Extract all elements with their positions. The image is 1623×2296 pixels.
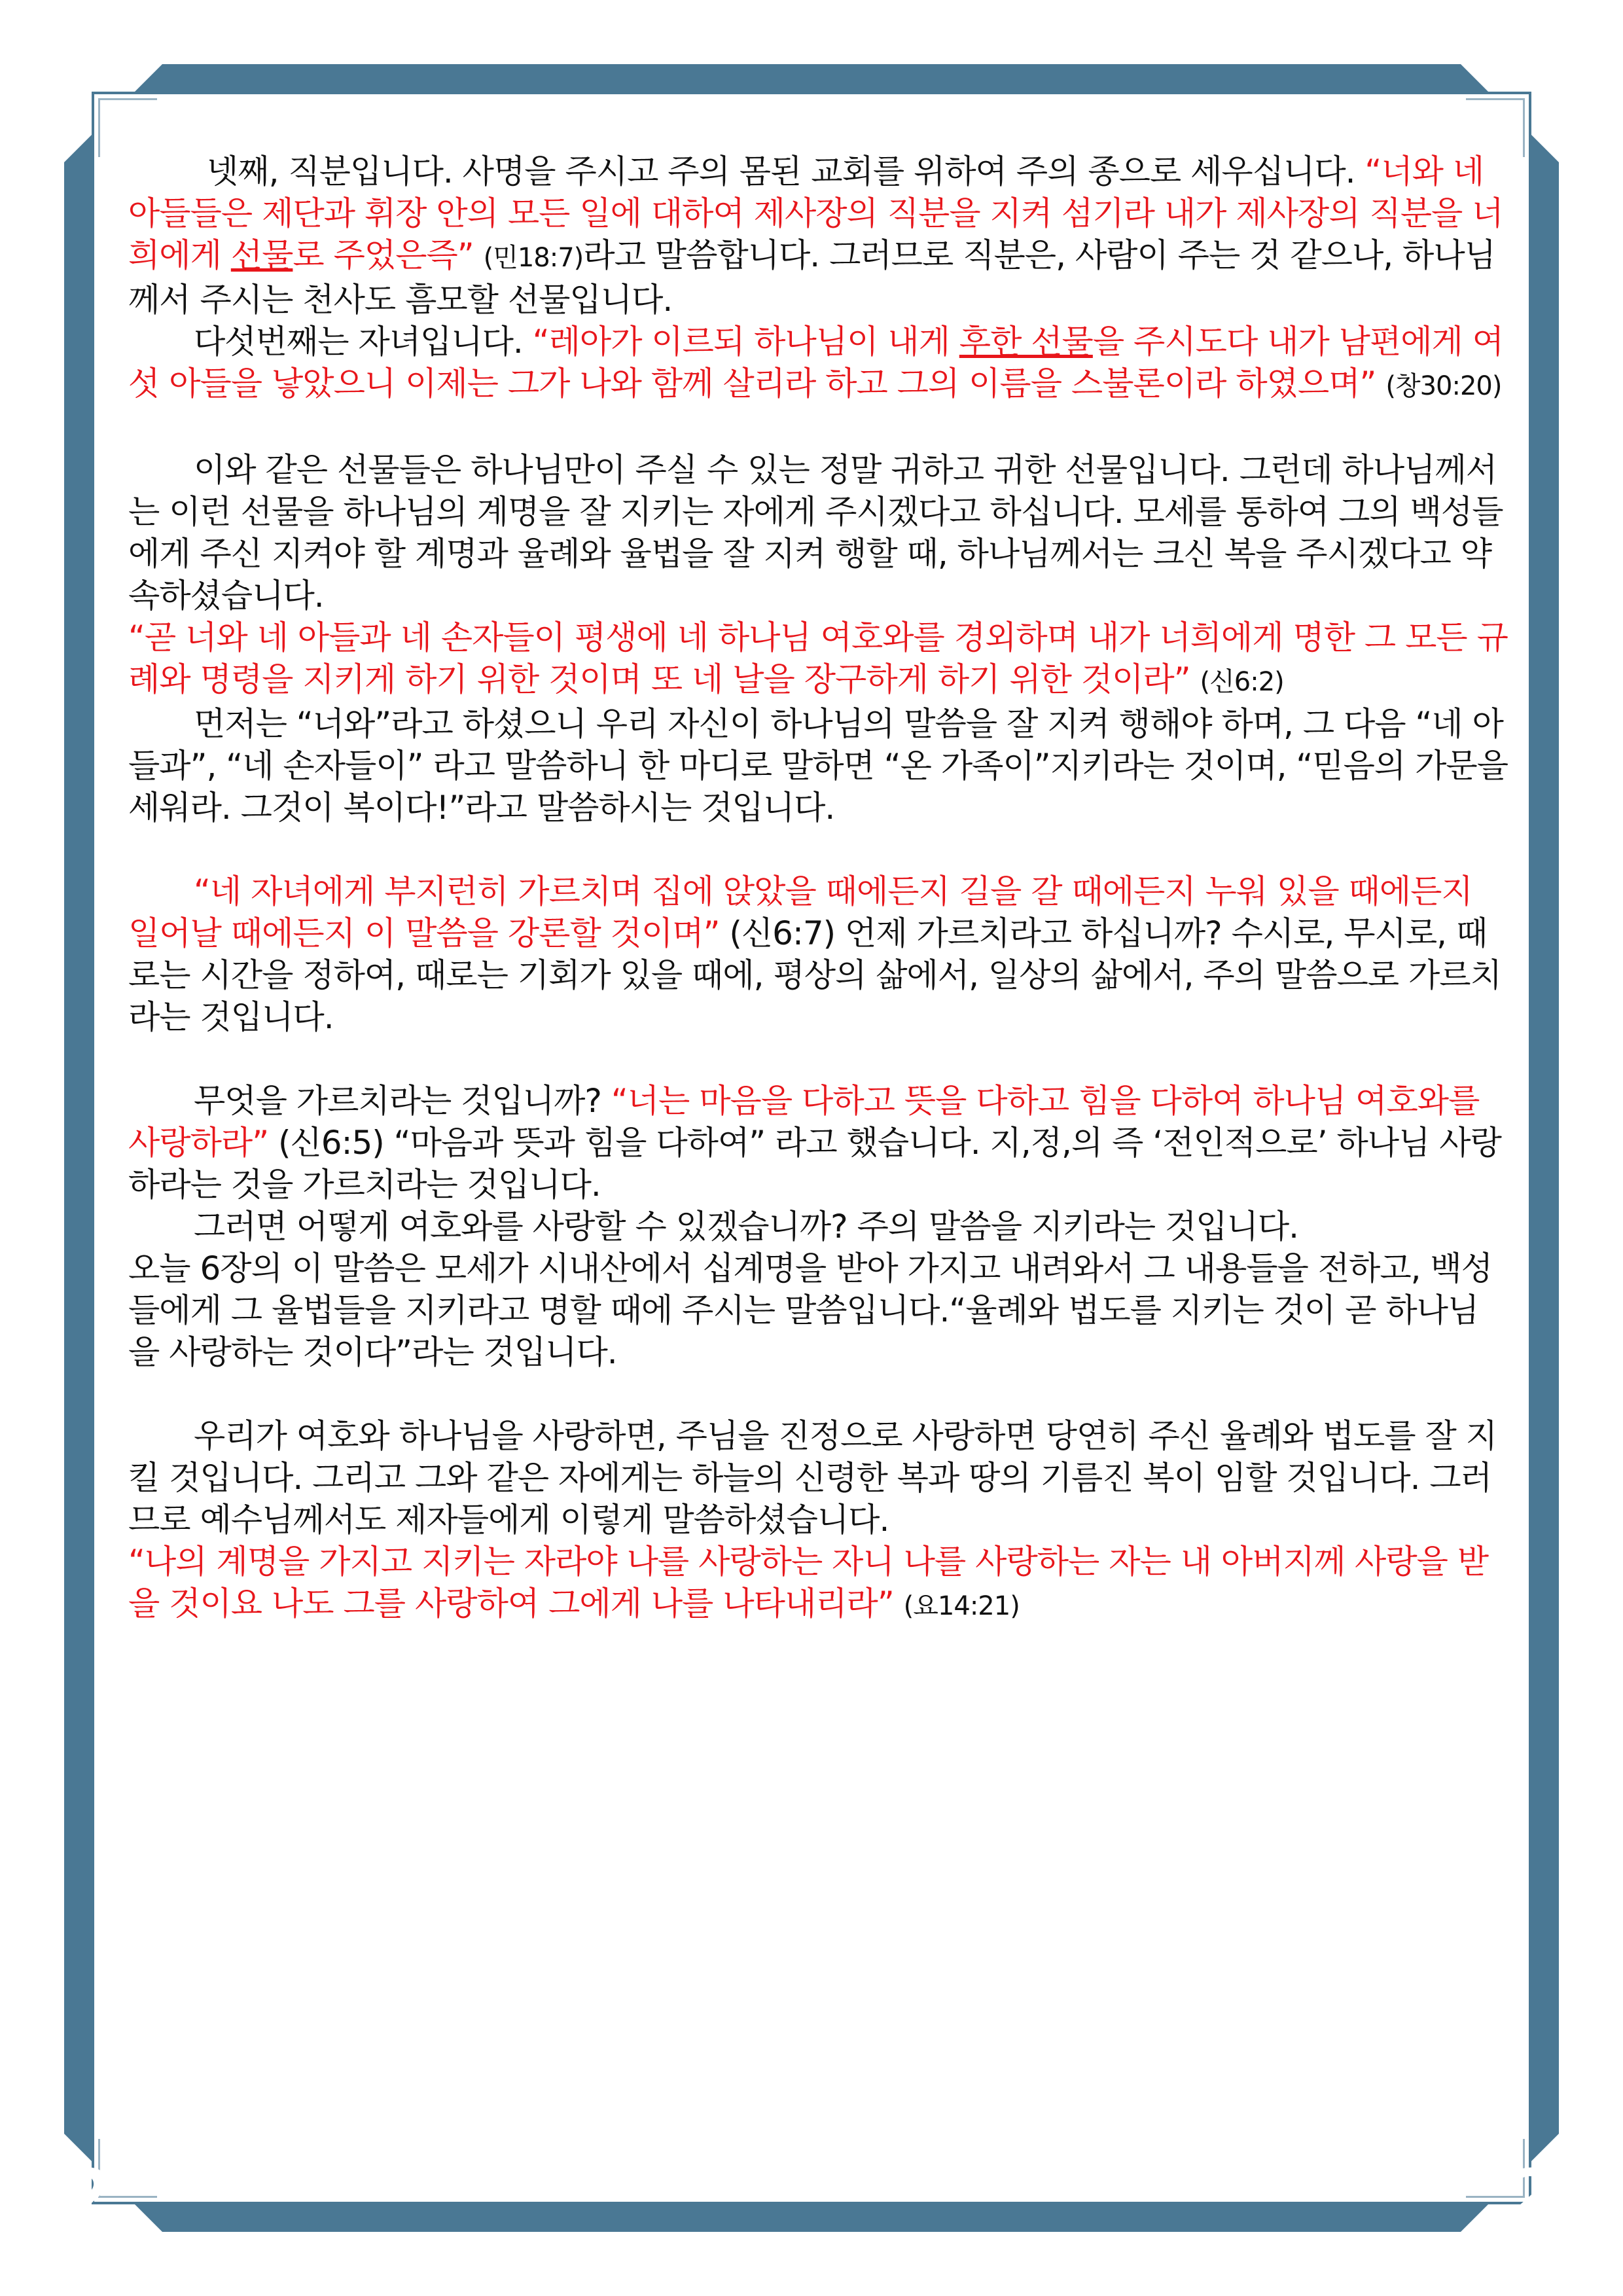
body-text: 이와 같은 선물들은 하나님만이 주실 수 있는 정말 귀하고 귀한 선물입니다. 그런데 하나님께서는 이런 선물을 하나님의 계명을 잘 지키는 자에게 주시겠다고 하십니다. 모세를 통하여 그의 백성들에게 주신 지켜야 할 계명과 율례와 율법을 잘 지켜 행할 때, 하나님께서는 크신 복을 주시겠다고 약속하셨습니다.	[128, 451, 1503, 615]
scripture-quote: “곧 너와 네 아들과 네 손자들이 평생에 네 하나님 여호와를 경외하며 내가 너희에게 명한 그 모든 규례와 명령을 지키게 하기 위한 것이며 또 네 날을 장구하게 하기 위한 것이라”	[128, 619, 1508, 698]
page-number-right: 2	[1510, 2155, 1558, 2234]
paragraph-commandments	[128, 449, 1509, 617]
body-text: 무엇을 가르치라는 것입니까?	[194, 1082, 611, 1120]
scripture-quote-underlined: 후한 선물	[959, 323, 1093, 361]
paragraph-teach	[128, 870, 1509, 1038]
scripture-quote: 로 주었은즉”	[293, 236, 474, 274]
page-number-left: 2	[65, 2155, 113, 2234]
body-text: 다섯번째는 자녀입니다.	[194, 323, 533, 361]
paragraph-family	[128, 703, 1509, 829]
paragraph-sinai	[128, 1247, 1509, 1373]
scripture-reference: (요14:21)	[903, 1591, 1020, 1621]
scripture-quote: “너와 네 아들들은 제단과 휘장 안의 모든 일에 대하여 제사장의 직분을 지켜 섬기라 내가 제사장의 직분을 너희에게	[128, 152, 1503, 274]
corner-ornament	[1466, 98, 1525, 157]
body-text: 먼저는 “너와”라고 하셨으니 우리 자신이 하나님의 말씀을 잘 지켜 행해야 하며, 그 다음 “네 아들과”, “네 손자들이” 라고 말씀하니 한 마디로 말하면 “온 가족이”지키라는 것이며, “믿음의 가문을 세워라. 그것이 복이다!”라고 말씀하시는 것입니다.	[128, 705, 1508, 827]
body-text: 우리가 여호와 하나님을 사랑하면, 주님을 진정으로 사랑하면 당연히 주신 율례와 법도를 잘 지킬 것입니다. 그리고 그와 같은 자에게는 하늘의 신령한 복과 땅의 기름진 복이 임할 것입니다. 그러므로 예수님께서도 제자들에게 이렇게 말씀하셨습니다.	[128, 1417, 1497, 1539]
body-text: 라고 말씀합니다. 그러므로 직분은, 사람이 주는 것 같으나, 하나님께서 주시는 천사도 흠모할 선물입니다.	[128, 236, 1495, 319]
scripture-quote: “너는 마음을 다하고 뜻을 다하고 힘을 다하여 하나님 여호와를 사랑하라”	[128, 1082, 1480, 1162]
paragraph-duty	[128, 151, 1509, 321]
body-text: (신6:7) 언제 가르치라고 하십니까? 수시로, 무시로, 때로는 시간을 정하여, 때로는 기회가 있을 때에, 평상의 삶에서, 일상의 삶에서, 주의 말씀으로 가르치라는 것입니다.	[128, 914, 1501, 1036]
corner-ornament	[98, 98, 157, 157]
body-text: 그러면 어떻게 여호와를 사랑할 수 있겠습니까? 주의 말씀을 지키라는 것입니다.	[194, 1208, 1299, 1246]
scripture-quote: “레아가 이르되 하나님이 내게	[532, 323, 959, 361]
body-text: (신6:5) “마음과 뜻과 힘을 다하여” 라고 했습니다. 지,정,의 즉 ‘전인적으로’ 하나님 사랑하라는 것을 가르치라는 것입니다.	[128, 1124, 1501, 1204]
paragraph-blessing	[128, 1415, 1509, 1541]
scripture-quote: “네 자녀에게 부지런히 가르치며 집에 앉았을 때에든지 길을 갈 때에든지 누워 있을 때에든지 일어날 때에든지 이 말씀을 강론할 것이며”	[128, 872, 1472, 952]
paragraph-what-to-teach	[128, 1080, 1509, 1206]
paragraph-how-to-love	[128, 1206, 1509, 1247]
paragraph-children	[128, 321, 1509, 407]
body-text: 오늘 6장의 이 말씀은 모세가 시내산에서 십계명을 받아 가지고 내려와서 그 내용들을 전하고, 백성들에게 그 율법들을 지키라고 명할 때에 주시는 말씀입니다.“율례와 법도를 지키는 것이 곧 하나님을 사랑하는 것이다”라는 것입니다.	[128, 1249, 1493, 1371]
scripture-quote-underlined: 선물	[230, 236, 293, 274]
scripture-reference: (신6:2)	[1200, 667, 1284, 697]
scripture-reference: (민18:7)	[483, 243, 584, 273]
paragraph-quote-deut-6-2	[128, 617, 1509, 703]
sermon-text	[128, 151, 1509, 1627]
body-text: 넷째, 직분입니다. 사명을 주시고 주의 몸된 교회를 위하여 주의 종으로 세우십니다.	[207, 152, 1355, 190]
scripture-reference: (창30:20)	[1385, 371, 1502, 401]
scripture-quote: “나의 계명을 가지고 지키는 자라야 나를 사랑하는 자니 나를 사랑하는 자는 내 아버지께 사랑을 받을 것이요 나도 그를 사랑하여 그에게 나를 나타내리라”	[128, 1543, 1489, 1623]
paragraph-quote-john-14-21	[128, 1541, 1509, 1627]
scripture-quote: 을 주시도다 내가 남편에게 여섯 아들을 낳았으니 이제는 그가 나와 함께 살리라 하고 그의 이름을 스불론이라 하였으며”	[128, 323, 1504, 403]
